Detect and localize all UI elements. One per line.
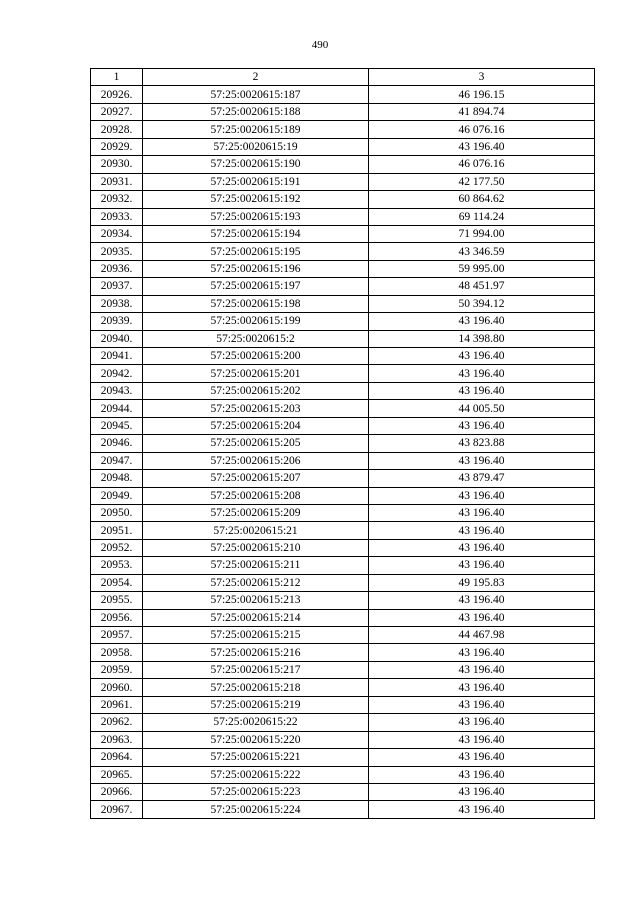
- value-cell: 43 196.40: [369, 313, 595, 330]
- cadastral-number-cell: 57:25:0020615:2: [143, 330, 369, 347]
- row-number-cell: 20955.: [91, 592, 143, 609]
- cadastral-number-cell: 57:25:0020615:218: [143, 679, 369, 696]
- cadastral-number-cell: 57:25:0020615:203: [143, 400, 369, 417]
- column-header-number: 1: [91, 69, 143, 86]
- value-cell: 43 879.47: [369, 470, 595, 487]
- row-number-cell: 20949.: [91, 487, 143, 504]
- cadastral-number-cell: 57:25:0020615:215: [143, 627, 369, 644]
- value-cell: 46 196.15: [369, 86, 595, 103]
- page-number: 490: [311, 39, 329, 51]
- value-cell: 42 177.50: [369, 173, 595, 190]
- row-number-cell: 20966.: [91, 783, 143, 800]
- value-cell: 44 467.98: [369, 627, 595, 644]
- row-number-cell: 20958.: [91, 644, 143, 661]
- table-row: [91, 609, 595, 626]
- table-row: [91, 225, 595, 242]
- value-cell: 14 398.80: [369, 330, 595, 347]
- value-cell: 43 196.40: [369, 138, 595, 155]
- value-cell: 50 394.12: [369, 295, 595, 312]
- row-number-cell: 20952.: [91, 539, 143, 556]
- value-cell: 43 196.40: [369, 504, 595, 521]
- table-row: [91, 487, 595, 504]
- value-cell: 43 823.88: [369, 435, 595, 452]
- row-number-cell: 20941.: [91, 348, 143, 365]
- table-row: [91, 731, 595, 748]
- value-cell: 43 196.40: [369, 609, 595, 626]
- cadastral-number-cell: 57:25:0020615:187: [143, 86, 369, 103]
- cadastral-number-cell: 57:25:0020615:191: [143, 173, 369, 190]
- row-number-cell: 20960.: [91, 679, 143, 696]
- value-cell: 60 864.62: [369, 191, 595, 208]
- row-number-cell: 20948.: [91, 470, 143, 487]
- data-table: [90, 68, 595, 819]
- cadastral-number-cell: 57:25:0020615:201: [143, 365, 369, 382]
- table-row: [91, 470, 595, 487]
- column-header-value: 3: [369, 69, 595, 86]
- row-number-cell: 20950.: [91, 504, 143, 521]
- table-row: [91, 417, 595, 434]
- cadastral-number-cell: 57:25:0020615:196: [143, 260, 369, 277]
- cadastral-number-cell: 57:25:0020615:188: [143, 103, 369, 120]
- row-number-cell: 20946.: [91, 435, 143, 452]
- value-cell: 44 005.50: [369, 400, 595, 417]
- row-number-cell: 20931.: [91, 173, 143, 190]
- table-row: [91, 313, 595, 330]
- cadastral-number-cell: 57:25:0020615:193: [143, 208, 369, 225]
- table-row: [91, 766, 595, 783]
- value-cell: 43 196.40: [369, 731, 595, 748]
- cadastral-number-cell: 57:25:0020615:210: [143, 539, 369, 556]
- value-cell: 46 076.16: [369, 156, 595, 173]
- row-number-cell: 20951.: [91, 522, 143, 539]
- value-cell: 43 196.40: [369, 749, 595, 766]
- value-cell: 43 196.40: [369, 382, 595, 399]
- value-cell: 43 196.40: [369, 348, 595, 365]
- table-row: [91, 121, 595, 138]
- table-body: [91, 69, 595, 819]
- row-number-cell: 20928.: [91, 121, 143, 138]
- row-number-cell: 20930.: [91, 156, 143, 173]
- value-cell: 41 894.74: [369, 103, 595, 120]
- table-row: [91, 522, 595, 539]
- value-cell: 43 196.40: [369, 417, 595, 434]
- table-row: [91, 260, 595, 277]
- cadastral-number-cell: 57:25:0020615:205: [143, 435, 369, 452]
- row-number-cell: 20956.: [91, 609, 143, 626]
- row-number-cell: 20945.: [91, 417, 143, 434]
- cadastral-number-cell: 57:25:0020615:217: [143, 661, 369, 678]
- row-number-cell: 20961.: [91, 696, 143, 713]
- cadastral-number-cell: 57:25:0020615:220: [143, 731, 369, 748]
- table-row: [91, 278, 595, 295]
- row-number-cell: 20947.: [91, 452, 143, 469]
- value-cell: 43 196.40: [369, 539, 595, 556]
- value-cell: 43 196.40: [369, 696, 595, 713]
- cadastral-number-cell: 57:25:0020615:212: [143, 574, 369, 591]
- cadastral-number-cell: 57:25:0020615:198: [143, 295, 369, 312]
- row-number-cell: 20939.: [91, 313, 143, 330]
- table-row: [91, 644, 595, 661]
- row-number-cell: 20936.: [91, 260, 143, 277]
- row-number-cell: 20937.: [91, 278, 143, 295]
- row-number-cell: 20962.: [91, 714, 143, 731]
- cadastral-number-cell: 57:25:0020615:190: [143, 156, 369, 173]
- cadastral-number-cell: 57:25:0020615:221: [143, 749, 369, 766]
- table-row: [91, 749, 595, 766]
- table-row: [91, 103, 595, 120]
- table-row: [91, 539, 595, 556]
- cadastral-number-cell: 57:25:0020615:22: [143, 714, 369, 731]
- table-row: [91, 452, 595, 469]
- row-number-cell: 20938.: [91, 295, 143, 312]
- table-row: [91, 243, 595, 260]
- cadastral-number-cell: 57:25:0020615:224: [143, 801, 369, 818]
- cadastral-number-cell: 57:25:0020615:216: [143, 644, 369, 661]
- table-row: [91, 156, 595, 173]
- row-number-cell: 20943.: [91, 382, 143, 399]
- row-number-cell: 20964.: [91, 749, 143, 766]
- column-header-cadastral-number: 2: [143, 69, 369, 86]
- cadastral-number-cell: 57:25:0020615:204: [143, 417, 369, 434]
- table-row: [91, 208, 595, 225]
- value-cell: 43 196.40: [369, 522, 595, 539]
- cadastral-number-cell: 57:25:0020615:213: [143, 592, 369, 609]
- table-row: [91, 661, 595, 678]
- value-cell: 46 076.16: [369, 121, 595, 138]
- cadastral-number-cell: 57:25:0020615:219: [143, 696, 369, 713]
- table-row: [91, 783, 595, 800]
- row-number-cell: 20954.: [91, 574, 143, 591]
- value-cell: 43 196.40: [369, 801, 595, 818]
- value-cell: 71 994.00: [369, 225, 595, 242]
- table-row: [91, 295, 595, 312]
- row-number-cell: 20957.: [91, 627, 143, 644]
- table-row: [91, 138, 595, 155]
- table-row: [91, 348, 595, 365]
- row-number-cell: 20940.: [91, 330, 143, 347]
- row-number-cell: 20926.: [91, 86, 143, 103]
- row-number-cell: 20935.: [91, 243, 143, 260]
- row-number-cell: 20933.: [91, 208, 143, 225]
- value-cell: 43 196.40: [369, 766, 595, 783]
- cadastral-number-cell: 57:25:0020615:222: [143, 766, 369, 783]
- table-row: [91, 173, 595, 190]
- table-row: [91, 86, 595, 103]
- cadastral-number-cell: 57:25:0020615:21: [143, 522, 369, 539]
- table-row: [91, 627, 595, 644]
- table-row: [91, 592, 595, 609]
- row-number-cell: 20965.: [91, 766, 143, 783]
- cadastral-number-cell: 57:25:0020615:211: [143, 557, 369, 574]
- cadastral-number-cell: 57:25:0020615:199: [143, 313, 369, 330]
- table-row: [91, 400, 595, 417]
- table-row: [91, 365, 595, 382]
- row-number-cell: 20934.: [91, 225, 143, 242]
- row-number-cell: 20932.: [91, 191, 143, 208]
- value-cell: 59 995.00: [369, 260, 595, 277]
- table-header-row: [91, 69, 595, 86]
- row-number-cell: 20963.: [91, 731, 143, 748]
- table-row: [91, 435, 595, 452]
- cadastral-number-cell: 57:25:0020615:209: [143, 504, 369, 521]
- cadastral-number-cell: 57:25:0020615:200: [143, 348, 369, 365]
- cadastral-number-cell: 57:25:0020615:192: [143, 191, 369, 208]
- value-cell: 69 114.24: [369, 208, 595, 225]
- row-number-cell: 20953.: [91, 557, 143, 574]
- table-row: [91, 714, 595, 731]
- cadastral-number-cell: 57:25:0020615:207: [143, 470, 369, 487]
- table-row: [91, 557, 595, 574]
- cadastral-number-cell: 57:25:0020615:206: [143, 452, 369, 469]
- value-cell: 48 451.97: [369, 278, 595, 295]
- value-cell: 43 196.40: [369, 644, 595, 661]
- table-row: [91, 504, 595, 521]
- row-number-cell: 20944.: [91, 400, 143, 417]
- cadastral-number-cell: 57:25:0020615:197: [143, 278, 369, 295]
- cadastral-number-cell: 57:25:0020615:189: [143, 121, 369, 138]
- table-row: [91, 191, 595, 208]
- value-cell: 43 196.40: [369, 487, 595, 504]
- table-row: [91, 679, 595, 696]
- value-cell: 43 196.40: [369, 365, 595, 382]
- table-row: [91, 382, 595, 399]
- row-number-cell: 20967.: [91, 801, 143, 818]
- value-cell: 43 196.40: [369, 679, 595, 696]
- cadastral-number-cell: 57:25:0020615:194: [143, 225, 369, 242]
- table-row: [91, 574, 595, 591]
- row-number-cell: 20929.: [91, 138, 143, 155]
- value-cell: 43 346.59: [369, 243, 595, 260]
- table-row: [91, 696, 595, 713]
- cadastral-number-cell: 57:25:0020615:223: [143, 783, 369, 800]
- value-cell: 43 196.40: [369, 557, 595, 574]
- value-cell: 43 196.40: [369, 452, 595, 469]
- row-number-cell: 20959.: [91, 661, 143, 678]
- table-row: [91, 801, 595, 818]
- value-cell: 49 195.83: [369, 574, 595, 591]
- value-cell: 43 196.40: [369, 592, 595, 609]
- cadastral-number-cell: 57:25:0020615:19: [143, 138, 369, 155]
- value-cell: 43 196.40: [369, 714, 595, 731]
- row-number-cell: 20942.: [91, 365, 143, 382]
- cadastral-number-cell: 57:25:0020615:214: [143, 609, 369, 626]
- row-number-cell: 20927.: [91, 103, 143, 120]
- value-cell: 43 196.40: [369, 661, 595, 678]
- table-row: [91, 330, 595, 347]
- cadastral-number-cell: 57:25:0020615:202: [143, 382, 369, 399]
- cadastral-number-cell: 57:25:0020615:195: [143, 243, 369, 260]
- cadastral-number-cell: 57:25:0020615:208: [143, 487, 369, 504]
- value-cell: 43 196.40: [369, 783, 595, 800]
